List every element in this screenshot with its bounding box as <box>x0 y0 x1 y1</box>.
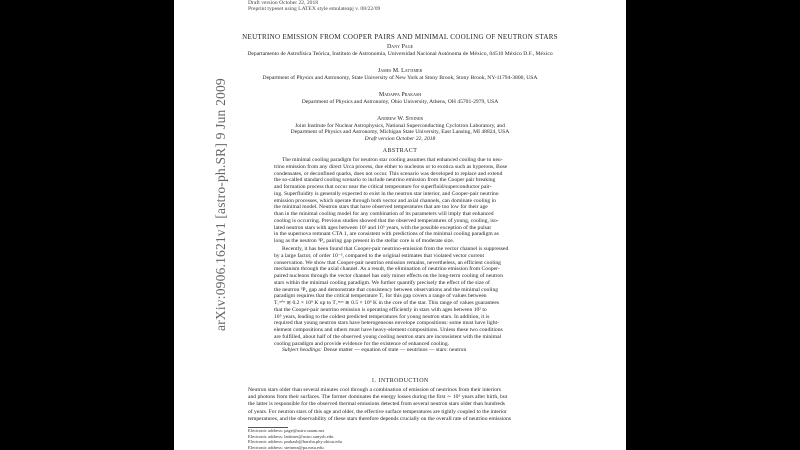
subject-text: Dense matter — equation of state — neutrinos — stars: neutron <box>323 347 467 354</box>
arxiv-id: arXiv:0906.1621v1 [astro-ph.SR] 9 Jun 2009 <box>213 78 228 331</box>
abstract-line: T꜀ᵐⁱⁿ ≲ 0.2 × 10⁹ K up to T꜀ᵐᵃˣ ≳ 0.5 × 10⁹ K in the core of the star. This range of values guarantees <box>274 300 500 306</box>
abstract-line: The minimal cooling paradigm for neutron star cooling assumes that enhanced cooling due to neu- <box>282 157 503 163</box>
abstract-line: the so-called standard cooling scenario to include neutrino emission from the Cooper pair breaking <box>274 177 496 184</box>
author-1: Dany Page <box>386 44 414 50</box>
abstract-paragraph-2 <box>274 246 610 354</box>
abstract-line: required that young neutron stars have heterogeneous envelope compositions: some must have light- <box>274 320 499 327</box>
abstract-line: mechanism through the axial channel. As a result, the elimination of neutrino emission from Cooper- <box>274 266 500 273</box>
abstract-line: paradigm requires that the critical temperature T꜀ for this gap covers a range of values between <box>274 293 487 300</box>
intro-line: the latter is responsible for the observed thermal emissions detected from several neutron stars older than hundreds <box>248 401 505 408</box>
abstract-line: cooling paradigm and provide evidence for the existence of enhanced cooling. <box>274 340 450 347</box>
abstract-line: element compositions and others must have heavy-element compositions. Unless these two conditions <box>274 327 503 333</box>
abstract-line: Recently, it has been found that Cooper-pair neutrino-emission from the vector channel is suppressed <box>282 246 509 252</box>
intro-line: temperatures, and the observability of these stars therefore depends crucially on the overall rate of neutrino emissions <box>248 415 511 422</box>
footnote: Electronic address: page@astro.unam.mx <box>248 428 325 433</box>
abstract-line: ing. Superfluidity is generally expected to exist in the neutron star interior, and Cooper-pair neutrino <box>274 190 499 197</box>
abstract-line: and formation process that occur near the critical temperature for superfluid/superconductor pair- <box>274 184 492 190</box>
draft-line: Draft version October 22, 2018 <box>248 0 319 6</box>
intro-line: and photons from their surfaces. The former dominates the energy losses during the first ∼ 10⁵ years after birth, but <box>248 394 508 401</box>
subject-label: Subject headings: <box>282 347 322 354</box>
abstract-line: emission processes, which operate through both vector and axial channels, can dominate cooling in <box>274 197 496 204</box>
footnote: Electronic address: lattimer@astro.sunysb.edu <box>248 433 334 439</box>
abstract-heading: ABSTRACT <box>382 148 418 154</box>
author-4: Andrew W. Steiner <box>376 116 424 122</box>
footnote: Electronic address: prakash@harsha.phy.ohiou.edu <box>248 439 342 445</box>
arxiv-sidebar <box>186 78 256 338</box>
abstract-line: in the supernova remnant CTA 1, are consistent with predictions of the minimal cooling paradigm as <box>274 231 499 238</box>
affil-2: Department of Physics and Astronomy, State University of New York at Stony Brook, Stony Brook, NY-11794-3800, USA <box>262 75 538 81</box>
section-heading: 1. INTRODUCTION <box>371 378 429 384</box>
draft-date: Draft version October 22, 2018 <box>364 135 436 142</box>
abstract-line: that the Cooper-pair neutrino emission is operating efficiently in stars with ages between 10² to <box>274 306 487 313</box>
abstract-line: than in the minimal cooling model for any combination of its parameters will imply that enhanced <box>274 211 494 217</box>
author-3: Madappa Prakash <box>378 92 422 98</box>
abstract-line: the minimal model. Neutron stars that have observed temperatures that are too low for their age <box>274 204 488 211</box>
author-2: James M. Lattimer <box>377 68 423 74</box>
abstract-line: condensates, or deconfined quarks, does not occur. This scenario was developed to replace and extend <box>274 170 503 177</box>
abstract-line: cooling is occurring. Previous studies showed that the observed temperatures of young, cooling, iso- <box>274 217 499 224</box>
affil-3: Department of Physics and Astronomy, Ohio University, Athens, OH 45701-2979, USA <box>301 99 499 105</box>
footnotes <box>248 428 342 450</box>
affil-4b: Department of Physics and Astronomy, Michigan State University, East Lansing, MI 48824, USA <box>290 129 510 135</box>
paper-title: NEUTRINO EMISSION FROM COOPER PAIRS AND MINIMAL COOLING OF NEUTRON STARS <box>242 33 558 41</box>
footnote: Electronic address: steinera@pa.msu.edu <box>248 444 324 450</box>
abstract-line: paired nucleons through the vector channel has only minor effects on the long-term cooling of neutron <box>274 273 504 279</box>
abstract-line: the neutron ³P₂ gap and demonstrate that consistency between observations and the minimal cooling <box>274 286 499 293</box>
abstract-line: 10⁵ years, leading to the coldest predicted temperatures for young neutron stars. In addition, it is <box>274 313 490 320</box>
intro-line: of years. For neutron stars of this age and older, the effective surface temperatures are tightly coupled to the interior <box>248 408 507 415</box>
intro-line: Neutron stars older than several minutes cool through a combination of emission of neutrinos from their interiors <box>248 387 501 393</box>
affil-4: Joint Institute for Nuclear Astrophysics, National Superconducting Cyclotron Laboratory, and <box>295 123 505 129</box>
abstract-line: conservation. We show that Cooper-pair neutrino emission remains, nevertheless, an efficient cooling <box>274 259 501 266</box>
subject-headings <box>274 347 610 354</box>
abstract-line: by a large factor, of order 10⁻³, compared to the original estimates that violated vector current <box>274 252 485 259</box>
abstract-line: lated neutron stars with ages between 10² and 10⁵ years, with the possible exception of the pulsar <box>274 224 492 231</box>
abstract-paragraph-1 <box>274 157 610 245</box>
intro-paragraph <box>248 387 620 423</box>
preprint-line: Preprint typeset using LATEX style emulateapj v. 08/22/09 <box>248 6 381 12</box>
abstract-line: stars within the minimal cooling paradigm. We further quantify precisely the effect of the size of <box>274 279 490 286</box>
affil-1: Departamento de Astrofísica Teórica, Instituto de Astronomía, Universidad Nacional Autónoma de México, 04510 México D.F., México <box>247 51 553 57</box>
abstract-line: are fulfilled, about half of the observed young cooling neutron stars are inconsistent with the minimal <box>274 333 502 340</box>
abstract-line: long as the neutron ³P₂ pairing gap present in the stellar core is of moderate size. <box>274 238 455 244</box>
abstract-line: trino emission from any direct Urca process, due either to nucleons or to exotica such as hyperons, Bose <box>274 163 508 170</box>
